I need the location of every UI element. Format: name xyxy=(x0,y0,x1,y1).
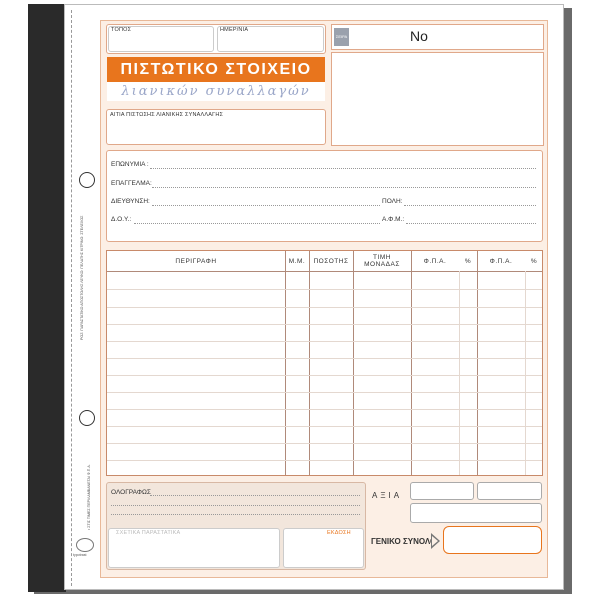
table-row[interactable] xyxy=(107,392,542,393)
punch-hole-bottom xyxy=(79,410,95,426)
col-subdivider xyxy=(459,271,460,475)
col-quantity: ΠΟΣΟΤΗΣ xyxy=(313,257,349,265)
col-subdivider xyxy=(525,271,526,475)
table-row[interactable] xyxy=(107,375,542,376)
grand-total-field[interactable] xyxy=(443,526,542,554)
col-unit-price: ΤΙΜΗ ΜΟΝΑΔΑΣ xyxy=(364,254,400,268)
col-unit: Μ.Μ. xyxy=(288,257,306,265)
table-row[interactable] xyxy=(107,324,542,325)
issue-label: ΕΚΔΟΣΗ xyxy=(327,530,351,536)
grand-total-label: ΓΕΝΙΚΟ ΣΥΝΟΛΟ xyxy=(371,537,437,546)
address-label: ΔΙΕΥΘΥΝΣΗ: xyxy=(111,198,150,205)
value-field-2[interactable] xyxy=(477,482,542,500)
words-label: ΟΛΟΓΡΑΦΩΣ xyxy=(111,489,151,496)
table-row[interactable] xyxy=(107,289,542,290)
col-vat-1: Φ.Π.Α. xyxy=(423,257,447,265)
vat-label: Α.Φ.Μ.: xyxy=(382,216,405,223)
profession-label: ΕΠΑΓΓΕΛΜΑ: xyxy=(111,180,152,187)
col-vat-pct-2: % xyxy=(530,257,538,265)
col-vat-2: Φ.Π.Α. xyxy=(489,257,513,265)
customer-box xyxy=(106,150,543,242)
series-tag: ΣΕΙΡΑ xyxy=(334,28,349,46)
number-label: No xyxy=(410,28,428,44)
address-field[interactable] xyxy=(152,205,380,206)
tax-office-field[interactable] xyxy=(134,223,380,224)
items-table xyxy=(106,250,543,476)
table-row[interactable] xyxy=(107,460,542,461)
col-divider xyxy=(411,251,412,475)
vat-note: • ΣΤΙΣ ΤΙΜΕΣ ΠΕΡΙΛΑΜΒΑΝΕΤΑΙ Φ.Π.Α. xyxy=(87,464,91,530)
table-row[interactable] xyxy=(107,443,542,444)
related-docs-label: ΣΧΕΤΙΚΑ ΠΑΡΑΣΤΑΤΙΚΑ xyxy=(116,530,181,536)
table-row[interactable] xyxy=(107,341,542,342)
credit-reason-label: ΑΙΤΙΑ ΠΙΣΤΩΣΗΣ ΛΙΑΝΙΚΗΣ ΣΥΝΑΛΛΑΓΗΣ xyxy=(110,112,224,118)
printer-logo-icon xyxy=(76,538,94,552)
col-description: ΠΕΡΙΓΡΑΦΗ xyxy=(175,257,217,265)
punch-hole-top xyxy=(79,172,95,188)
name-field[interactable] xyxy=(150,168,536,169)
document-title: ΠΙΣΤΩΤΙΚΟ ΣΤΟΙΧΕΙΟ xyxy=(107,57,325,83)
profession-field[interactable] xyxy=(152,187,536,188)
copies-legend: ΡΟΖ: ΠΑΡΑΣΤΑΤΙΚΟ ΑΠΟΣΤΟΛΗΣ ΛΕΥΚΟ: ΠΕΛΑΤΗΣ ΚΙΤΡΙΝΟ: ΣΤΕΛΕΧΟΣ xyxy=(80,215,84,340)
words-field-line2[interactable] xyxy=(111,505,360,506)
col-divider xyxy=(353,251,354,475)
words-field[interactable] xyxy=(150,495,360,496)
table-row[interactable] xyxy=(107,409,542,410)
city-field[interactable] xyxy=(404,205,536,206)
table-row[interactable] xyxy=(107,358,542,359)
issue-field[interactable] xyxy=(283,528,364,568)
city-label: ΠΟΛΗ: xyxy=(382,198,403,205)
printer-logo-text: typotrast xyxy=(73,553,87,557)
perforation-line xyxy=(66,10,72,586)
issuer-box xyxy=(331,52,544,146)
arrow-icon-inner xyxy=(432,536,438,546)
value-label: ΑΞΙΑ xyxy=(372,491,403,500)
vat-field[interactable] xyxy=(406,223,536,224)
place-label: ΤΟΠΟΣ xyxy=(111,27,132,33)
words-field-line3[interactable] xyxy=(111,514,360,515)
col-divider xyxy=(285,251,286,475)
value-total-field[interactable] xyxy=(410,503,542,523)
tax-office-label: Δ.Ο.Υ.: xyxy=(111,216,132,223)
date-label: ΗΜΕΡ/ΝΙΑ xyxy=(220,27,249,33)
number-field[interactable] xyxy=(331,24,544,50)
table-row[interactable] xyxy=(107,426,542,427)
table-row[interactable] xyxy=(107,307,542,308)
col-divider xyxy=(309,251,310,475)
name-label: ΕΠΩΝΥΜΙΑ : xyxy=(111,161,149,168)
col-vat-pct-1: % xyxy=(464,257,472,265)
value-field-1[interactable] xyxy=(410,482,474,500)
col-divider xyxy=(477,251,478,475)
binding-spine xyxy=(28,4,66,592)
document-subtitle: λιανικών συναλλαγών xyxy=(107,82,325,101)
